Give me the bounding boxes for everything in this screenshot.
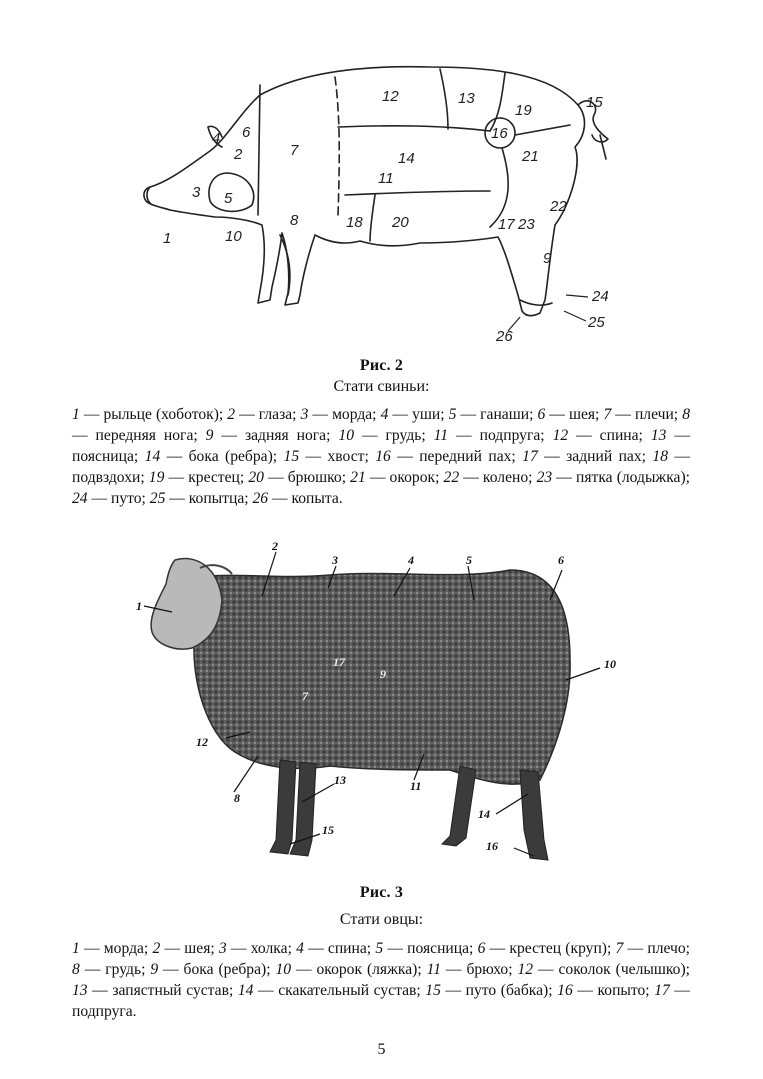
pig-label: 5 bbox=[224, 190, 233, 207]
figure3-legend bbox=[72, 938, 690, 1022]
legend-number: 5 bbox=[375, 940, 384, 957]
legend-text: — шея; bbox=[160, 940, 219, 957]
legend-text: — скакательный сустав; bbox=[253, 982, 426, 999]
legend-number: 17 bbox=[522, 448, 538, 465]
legend-number: 15 bbox=[425, 982, 441, 999]
legend-text: — морда; bbox=[308, 406, 381, 423]
sheep-label: 10 bbox=[604, 657, 616, 671]
sheep-label: 9 bbox=[380, 667, 386, 681]
legend-number: 16 bbox=[375, 448, 391, 465]
legend-text: — крестец; bbox=[164, 469, 249, 486]
legend-text: — глаза; bbox=[235, 406, 301, 423]
pig-label: 9 bbox=[543, 250, 552, 267]
pig-label: 3 bbox=[192, 184, 201, 201]
legend-number: 14 bbox=[237, 982, 254, 999]
pig-label: 18 bbox=[346, 214, 363, 231]
pig-label: 15 bbox=[586, 94, 603, 111]
sheep-label: 14 bbox=[478, 807, 490, 821]
legend-number: 13 bbox=[650, 427, 667, 444]
pig-label: 8 bbox=[290, 212, 299, 229]
legend-number: 2 bbox=[227, 406, 236, 423]
legend-text: — пятка (лодыжка); bbox=[552, 469, 690, 486]
legend-number: 23 bbox=[536, 469, 553, 486]
legend-number: 13 bbox=[72, 982, 88, 999]
pig-label: 17 bbox=[498, 216, 515, 233]
legend-number: 4 bbox=[380, 406, 389, 423]
legend-number: 26 bbox=[252, 490, 269, 507]
legend-number: 9 bbox=[150, 961, 159, 978]
pig-label: 23 bbox=[518, 216, 535, 233]
pig-diagram bbox=[130, 55, 630, 350]
legend-text: — подвздохи; bbox=[72, 448, 690, 486]
sheep-label: 11 bbox=[410, 779, 422, 793]
legend-number: 14 bbox=[144, 448, 161, 465]
page-number: 5 bbox=[377, 1041, 386, 1058]
figure3-subtitle: Стати овцы: bbox=[339, 911, 424, 928]
pig-label: 4 bbox=[212, 130, 221, 147]
legend-text: — шея; bbox=[545, 406, 604, 423]
sheep-label: 17 bbox=[333, 655, 345, 669]
legend-number: 2 bbox=[152, 940, 161, 957]
pig-label: 20 bbox=[392, 214, 409, 231]
sheep-label: 2 bbox=[272, 540, 278, 553]
figure2-subtitle: Стати свиньи: bbox=[333, 378, 430, 395]
pig-label: 7 bbox=[290, 142, 299, 159]
legend-number: 6 bbox=[477, 940, 486, 957]
figure2-title: Рис. 2 bbox=[359, 357, 404, 374]
legend-number: 19 bbox=[148, 469, 165, 486]
legend-number: 17 bbox=[654, 982, 670, 999]
legend-text: — плечи; bbox=[611, 406, 683, 423]
sheep-label: 8 bbox=[234, 791, 240, 805]
legend-number: 1 bbox=[72, 940, 80, 957]
sheep-label: 16 bbox=[486, 839, 498, 853]
legend-text: — грудь; bbox=[354, 427, 434, 444]
legend-number: 15 bbox=[283, 448, 300, 465]
sheep-label: 15 bbox=[322, 823, 334, 837]
sheep-label: 5 bbox=[466, 553, 472, 567]
legend-number: 5 bbox=[448, 406, 457, 423]
pig-label: 21 bbox=[522, 148, 539, 165]
legend-text: — копыто; bbox=[572, 982, 655, 999]
legend-text: — задняя нога; bbox=[213, 427, 339, 444]
pig-label: 26 bbox=[496, 328, 513, 345]
legend-text: — подпруга. bbox=[72, 982, 690, 1020]
figure2-legend bbox=[72, 404, 690, 509]
legend-text: — поясница; bbox=[72, 427, 691, 465]
sheep-label: 6 bbox=[558, 553, 564, 567]
legend-text: — передняя нога; bbox=[72, 427, 206, 444]
legend-text: — запястный сустав; bbox=[87, 982, 238, 999]
pig-label: 14 bbox=[398, 150, 415, 167]
sheep-label: 4 bbox=[408, 553, 414, 567]
pig-label: 11 bbox=[378, 170, 394, 187]
pig-label: 19 bbox=[515, 102, 532, 119]
legend-text: — ганаши; bbox=[456, 406, 538, 423]
legend-number: 22 bbox=[443, 469, 460, 486]
legend-text: — задний пах; bbox=[537, 448, 653, 465]
legend-number: 6 bbox=[537, 406, 546, 423]
sheep-label: 13 bbox=[334, 773, 346, 787]
legend-number: 10 bbox=[275, 961, 292, 978]
legend-number: 7 bbox=[615, 940, 624, 957]
pig-label: 1 bbox=[163, 230, 172, 247]
legend-text: — окорок (ляжка); bbox=[291, 961, 427, 978]
legend-text: — подпруга; bbox=[448, 427, 553, 444]
legend-number: 12 bbox=[517, 961, 534, 978]
legend-number: 25 bbox=[149, 490, 166, 507]
legend-text: — грудь; bbox=[79, 961, 151, 978]
legend-text: — путо; bbox=[87, 490, 150, 507]
pig-label: 24 bbox=[592, 288, 609, 305]
legend-text: — спина; bbox=[303, 940, 376, 957]
legend-text: — спина; bbox=[568, 427, 651, 444]
pig-label: 13 bbox=[458, 90, 475, 107]
legend-text: — копытца; bbox=[165, 490, 253, 507]
legend-text: — путо (бабка); bbox=[440, 982, 558, 999]
legend-text: — плечо; bbox=[623, 940, 690, 957]
legend-number: 11 bbox=[426, 961, 442, 978]
legend-number: 10 bbox=[338, 427, 354, 444]
figure3-title: Рис. 3 bbox=[359, 884, 404, 901]
legend-number: 1 bbox=[72, 406, 80, 423]
pig-label: 25 bbox=[588, 314, 605, 331]
legend-number: 8 bbox=[72, 961, 80, 978]
pig-label: 12 bbox=[382, 88, 399, 105]
legend-number: 12 bbox=[552, 427, 569, 444]
legend-number: 11 bbox=[433, 427, 449, 444]
legend-number: 7 bbox=[603, 406, 612, 423]
legend-number: 3 bbox=[218, 940, 227, 957]
sheep-label: 3 bbox=[332, 553, 338, 567]
pig-label: 2 bbox=[234, 146, 243, 163]
legend-text: — брюшко; bbox=[263, 469, 351, 486]
legend-text: — холка; bbox=[226, 940, 297, 957]
legend-text: — бока (ребра); bbox=[158, 961, 276, 978]
legend-text: — крестец (круп); bbox=[485, 940, 616, 957]
legend-text: — соколок (челышко); bbox=[533, 961, 690, 978]
pig-label: 16 bbox=[491, 125, 508, 142]
legend-text: — морда; bbox=[79, 940, 153, 957]
legend-text: — бока (ребра); bbox=[160, 448, 284, 465]
legend-text: — рыльце (хоботок); bbox=[79, 406, 228, 423]
sheep-label: 12 bbox=[196, 735, 208, 749]
legend-text: — передний пах; bbox=[390, 448, 523, 465]
sheep-illustration bbox=[130, 540, 630, 875]
pig-label: 10 bbox=[225, 228, 242, 245]
legend-text: — брюхо; bbox=[441, 961, 518, 978]
legend-text: — окорок; bbox=[365, 469, 444, 486]
legend-number: 21 bbox=[350, 469, 366, 486]
pig-label: 22 bbox=[550, 198, 567, 215]
legend-text: — уши; bbox=[388, 406, 449, 423]
sheep-label: 7 bbox=[302, 689, 308, 703]
legend-number: 20 bbox=[248, 469, 264, 486]
legend-number: 4 bbox=[296, 940, 304, 957]
legend-number: 9 bbox=[205, 427, 214, 444]
legend-text: — поясница; bbox=[383, 940, 478, 957]
legend-text: — хвост; bbox=[299, 448, 376, 465]
legend-number: 24 bbox=[72, 490, 88, 507]
legend-number: 16 bbox=[557, 982, 573, 999]
legend-number: 8 bbox=[682, 406, 690, 423]
legend-text: — копыта. bbox=[268, 490, 343, 507]
legend-text: — колено; bbox=[459, 469, 537, 486]
legend-number: 18 bbox=[652, 448, 668, 465]
legend-number: 3 bbox=[300, 406, 309, 423]
pig-label: 6 bbox=[242, 124, 251, 141]
sheep-label: 1 bbox=[136, 599, 142, 613]
